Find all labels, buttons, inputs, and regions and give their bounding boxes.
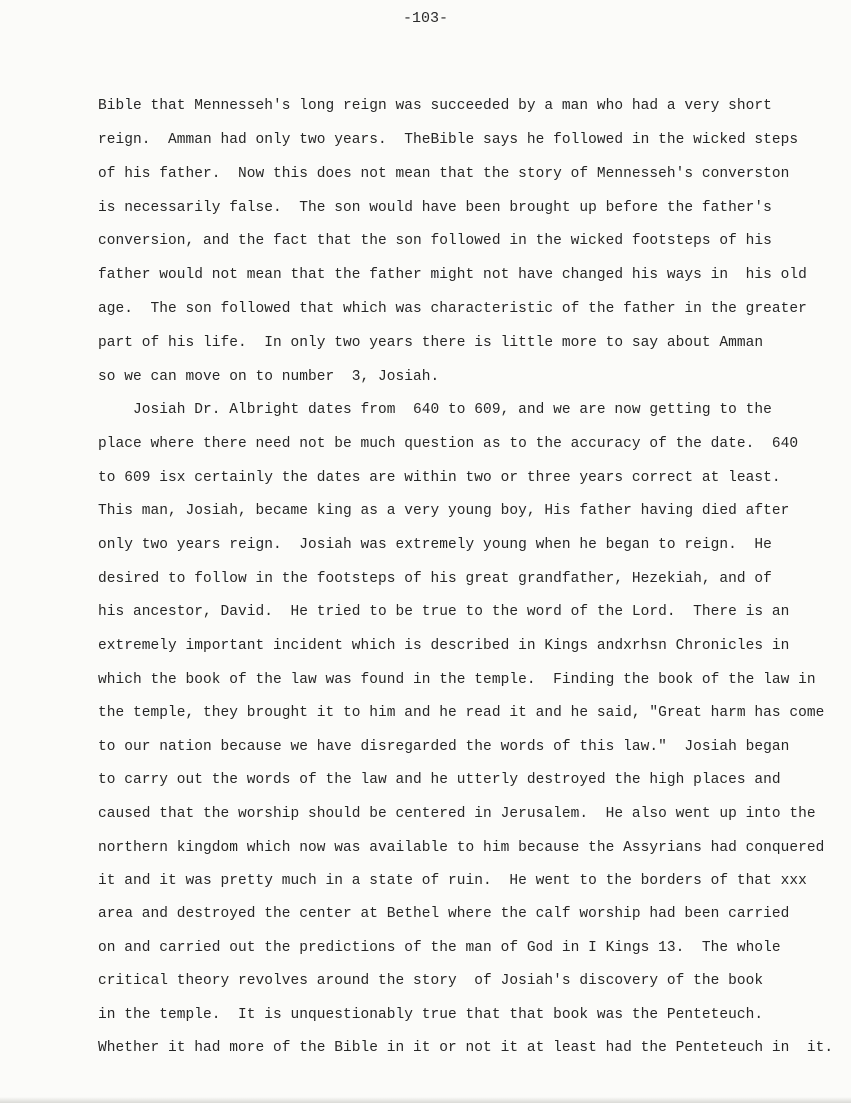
text-line: father would not mean that the father might not have changed his ways in his old	[98, 267, 807, 283]
text-line: Whether it had more of the Bible in it or not it at least had the Penteteuch in it.	[98, 1040, 834, 1056]
text-line: only two years reign. Josiah was extremely young when he began to reign. He	[98, 537, 772, 553]
text-line: age. The son followed that which was characteristic of the father in the greater	[98, 301, 807, 317]
text-line: the temple, they brought it to him and he read it and he said, "Great harm has come	[98, 705, 825, 721]
text-line: northern kingdom which now was available to him because the Assyrians had conquered	[98, 840, 825, 856]
text-line: part of his life. In only two years there is little more to say about Amman	[98, 335, 764, 351]
text-line: which the book of the law was found in the temple. Finding the book of the law in	[98, 672, 816, 688]
text-line: caused that the worship should be centered in Jerusalem. He also went up into the	[98, 806, 816, 822]
text-line: place where there need not be much question as to the accuracy of the date. 640	[98, 436, 799, 452]
text-line: Bible that Mennesseh's long reign was succeeded by a man who had a very short	[98, 98, 772, 114]
text-line: Josiah Dr. Albright dates from 640 to 609, and we are now getting to the	[98, 402, 772, 418]
text-line: area and destroyed the center at Bethel where the calf worship had been carried	[98, 906, 790, 922]
text-line: is necessarily false. The son would have been brought up before the father's	[98, 200, 772, 216]
text-line: to our nation because we have disregarded the words of this law." Josiah began	[98, 739, 790, 755]
text-line: to carry out the words of the law and he utterly destroyed the high places and	[98, 772, 781, 788]
page-bottom-edge	[0, 1097, 851, 1103]
page-number: -103-	[402, 10, 448, 27]
text-line: reign. Amman had only two years. TheBible says he followed in the wicked steps	[98, 132, 799, 148]
text-line: conversion, and the fact that the son followed in the wicked footsteps of his	[98, 233, 772, 249]
text-line: to 609 isx certainly the dates are within two or three years correct at least.	[98, 470, 781, 486]
text-line: desired to follow in the footsteps of his great grandfather, Hezekiah, and of	[98, 571, 772, 587]
text-line: so we can move on to number 3, Josiah.	[98, 369, 440, 385]
text-line: extremely important incident which is described in Kings andxrhsn Chronicles in	[98, 638, 790, 654]
text-line: of his father. Now this does not mean that the story of Mennesseh's converston	[98, 166, 790, 182]
text-line: critical theory revolves around the story of Josiah's discovery of the book	[98, 973, 764, 989]
text-line: on and carried out the predictions of the man of God in I Kings 13. The whole	[98, 940, 781, 956]
text-line: his ancestor, David. He tried to be true to the word of the Lord. There is an	[98, 604, 790, 620]
text-line: This man, Josiah, became king as a very young boy, His father having died after	[98, 503, 790, 519]
text-line: in the temple. It is unquestionably true that that book was the Penteteuch.	[98, 1007, 764, 1023]
text-line: it and it was pretty much in a state of ruin. He went to the borders of that xxx	[98, 873, 807, 889]
